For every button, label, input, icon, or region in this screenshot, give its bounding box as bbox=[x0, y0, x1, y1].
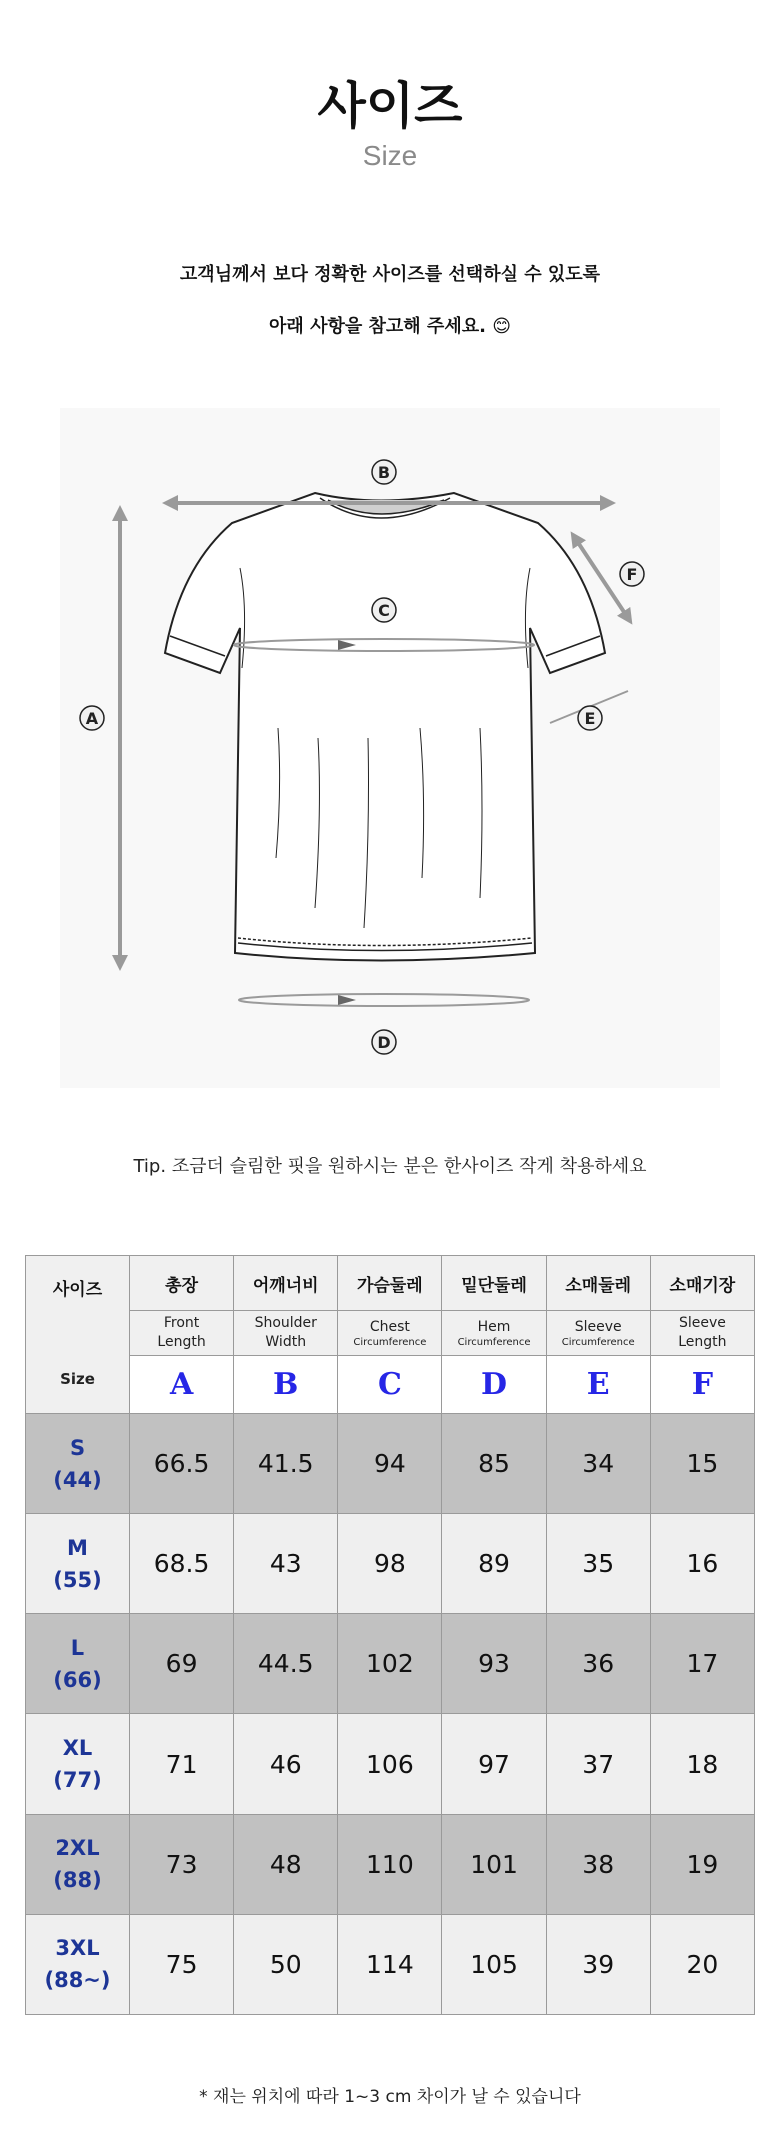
value-a: 73 bbox=[130, 1814, 234, 1914]
header-ko-f bbox=[650, 1256, 754, 1311]
header-ko-a bbox=[130, 1256, 234, 1311]
value-c: 102 bbox=[338, 1614, 442, 1714]
value-f: 16 bbox=[650, 1514, 754, 1614]
size-cell bbox=[26, 1514, 130, 1614]
tshirt-outline bbox=[165, 493, 605, 961]
value-b: 50 bbox=[234, 1914, 338, 2014]
label-f-text: F bbox=[626, 565, 638, 584]
value-b: 46 bbox=[234, 1714, 338, 1814]
size-label: L bbox=[70, 1635, 85, 1660]
value-a: 71 bbox=[130, 1714, 234, 1814]
value-b: 44.5 bbox=[234, 1614, 338, 1714]
header-letter-a: A bbox=[130, 1356, 234, 1414]
header-row-korean bbox=[26, 1256, 755, 1311]
size-alt: (77) bbox=[53, 1768, 102, 1793]
header-ko-b bbox=[234, 1256, 338, 1311]
value-f: 19 bbox=[650, 1814, 754, 1914]
value-d: 97 bbox=[442, 1714, 546, 1814]
label-c bbox=[372, 598, 396, 622]
header-letter-b: B bbox=[234, 1356, 338, 1414]
value-f: 15 bbox=[650, 1414, 754, 1514]
measurement-footnote: * 재는 위치에 따라 1~3 cm 차이가 날 수 있습니다 bbox=[199, 2087, 581, 2107]
size-header-ko: 사이즈 bbox=[52, 1279, 103, 1300]
label-b-text: B bbox=[377, 463, 391, 482]
value-d: 85 bbox=[442, 1414, 546, 1514]
header-letter-f: F bbox=[650, 1356, 754, 1414]
tshirt-diagram-svg bbox=[60, 408, 720, 1088]
size-cell bbox=[26, 1714, 130, 1814]
page-subtitle: Size bbox=[362, 140, 418, 171]
header-letter-d: D bbox=[442, 1356, 546, 1414]
value-f: 18 bbox=[650, 1714, 754, 1814]
value-c: 94 bbox=[338, 1414, 442, 1514]
size-header-cell bbox=[26, 1256, 130, 1414]
table-row bbox=[26, 1614, 755, 1714]
label-e-text: E bbox=[584, 709, 596, 728]
label-f bbox=[620, 562, 644, 586]
value-e: 37 bbox=[546, 1714, 650, 1814]
header-ko-c-text: 가슴둘레 bbox=[357, 1275, 423, 1296]
header-en-f-2: Length bbox=[678, 1334, 727, 1350]
size-label: M bbox=[67, 1535, 88, 1560]
table-row bbox=[26, 1914, 755, 2014]
label-d bbox=[372, 1030, 396, 1054]
table-row bbox=[26, 1714, 755, 1814]
value-c: 110 bbox=[338, 1814, 442, 1914]
label-a-text: A bbox=[85, 709, 99, 728]
fit-tip: Tip. 조금더 슬림한 핏을 원하시는 분은 한사이즈 작게 착용하세요 bbox=[133, 1156, 647, 1177]
value-d: 105 bbox=[442, 1914, 546, 2014]
label-d-text: D bbox=[377, 1033, 391, 1052]
table-row bbox=[26, 1814, 755, 1914]
value-d: 89 bbox=[442, 1514, 546, 1614]
header-en-d-1: Hem bbox=[477, 1318, 511, 1335]
size-alt: (66) bbox=[53, 1667, 102, 1692]
header-ko-d-text: 밑단둘레 bbox=[461, 1275, 527, 1296]
arrow-d-loop bbox=[239, 994, 529, 1006]
value-a: 66.5 bbox=[130, 1414, 234, 1514]
size-alt: (88~) bbox=[44, 1968, 111, 1993]
arrow-d-head bbox=[338, 995, 356, 1005]
intro-line-1: 고객님께서 보다 정확한 사이즈를 선택하실 수 있도록 bbox=[179, 264, 601, 285]
label-e bbox=[578, 706, 602, 730]
label-b bbox=[372, 460, 396, 484]
value-e: 34 bbox=[546, 1414, 650, 1514]
value-a: 68.5 bbox=[130, 1514, 234, 1614]
size-cell bbox=[26, 1414, 130, 1514]
value-c: 114 bbox=[338, 1914, 442, 2014]
header-en-c-1: Chest bbox=[369, 1318, 410, 1335]
tshirt-measurement-diagram bbox=[60, 408, 720, 1088]
header-en-a-1: Front bbox=[163, 1315, 200, 1331]
value-e: 35 bbox=[546, 1514, 650, 1614]
value-d: 101 bbox=[442, 1814, 546, 1914]
header-ko-e-text: 소매둘레 bbox=[565, 1275, 632, 1296]
header-en-b bbox=[234, 1311, 338, 1356]
header-letter-e: E bbox=[546, 1356, 650, 1414]
size-label: S bbox=[69, 1435, 86, 1460]
page-title: 사이즈 bbox=[317, 77, 463, 135]
value-b: 43 bbox=[234, 1514, 338, 1614]
value-f: 17 bbox=[650, 1614, 754, 1714]
header-ko-d bbox=[442, 1256, 546, 1311]
size-cell bbox=[26, 1914, 130, 2014]
size-alt: (88) bbox=[53, 1868, 102, 1893]
size-cell bbox=[26, 1814, 130, 1914]
value-c: 106 bbox=[338, 1714, 442, 1814]
value-e: 39 bbox=[546, 1914, 650, 2014]
size-label: 2XL bbox=[55, 1836, 100, 1861]
intro-line-2: 아래 사항을 참고해 주세요. 😊 bbox=[269, 316, 511, 337]
header-ko-f-text: 소매기장 bbox=[669, 1275, 736, 1296]
value-b: 48 bbox=[234, 1814, 338, 1914]
value-d: 93 bbox=[442, 1614, 546, 1714]
size-table bbox=[25, 1255, 755, 2015]
value-a: 69 bbox=[130, 1614, 234, 1714]
header-en-e-2: Circumference bbox=[561, 1336, 635, 1348]
header-en-d bbox=[442, 1311, 546, 1356]
table-row bbox=[26, 1414, 755, 1514]
header-en-e bbox=[546, 1311, 650, 1356]
header-letter-c: C bbox=[338, 1356, 442, 1414]
value-e: 38 bbox=[546, 1814, 650, 1914]
label-a bbox=[80, 706, 104, 730]
value-e: 36 bbox=[546, 1614, 650, 1714]
header-en-f bbox=[650, 1311, 754, 1356]
size-cell bbox=[26, 1614, 130, 1714]
header-ko-c bbox=[338, 1256, 442, 1311]
table-row bbox=[26, 1514, 755, 1614]
header-en-c-2: Circumference bbox=[353, 1336, 427, 1348]
header-en-a bbox=[130, 1311, 234, 1356]
header-ko-e bbox=[546, 1256, 650, 1311]
label-c-text: C bbox=[378, 601, 390, 620]
header-row-english bbox=[26, 1311, 755, 1356]
value-f: 20 bbox=[650, 1914, 754, 2014]
size-alt: (44) bbox=[53, 1467, 102, 1492]
header-row-letters bbox=[26, 1356, 755, 1414]
size-label: XL bbox=[62, 1736, 93, 1761]
size-alt: (55) bbox=[53, 1567, 102, 1592]
header-en-c bbox=[338, 1311, 442, 1356]
value-c: 98 bbox=[338, 1514, 442, 1614]
header-ko-a-text: 총장 bbox=[165, 1275, 198, 1296]
header-en-d-2: Circumference bbox=[457, 1336, 531, 1348]
header-en-b-2: Width bbox=[265, 1334, 307, 1350]
header-en-f-1: Sleeve bbox=[678, 1315, 726, 1331]
header-en-e-1: Sleeve bbox=[574, 1318, 622, 1335]
size-header-en: Size bbox=[60, 1369, 95, 1388]
size-label: 3XL bbox=[55, 1936, 100, 1961]
value-a: 75 bbox=[130, 1914, 234, 2014]
header-ko-b-text: 어깨너비 bbox=[252, 1275, 319, 1296]
value-b: 41.5 bbox=[234, 1414, 338, 1514]
header-en-b-1: Shoulder bbox=[254, 1315, 317, 1331]
header-en-a-2: Length bbox=[157, 1334, 206, 1350]
